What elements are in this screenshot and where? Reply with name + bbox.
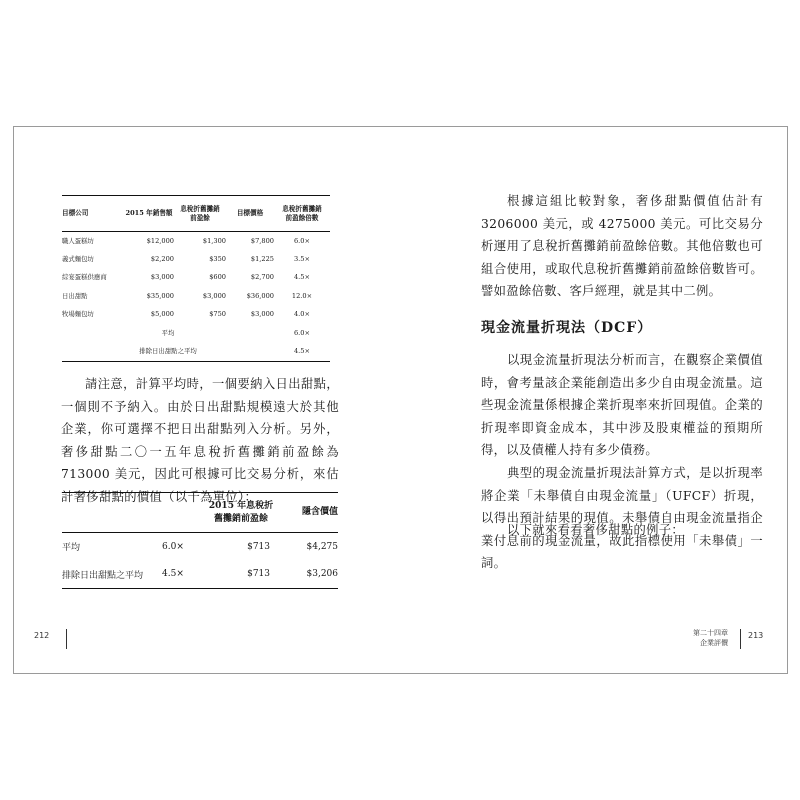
price-value: $36,000 [246,291,274,300]
ebitda-value: $713 [247,541,270,552]
footer-divider [740,629,741,649]
footer-divider [66,629,67,649]
ebitda-value: $600 [209,273,226,282]
table-row [62,561,338,589]
section-heading: 現金流量折現法（DCF） [481,320,653,336]
ebitda-value: $3,000 [202,291,226,300]
ebitda-value: $750 [209,310,226,319]
table-row [62,306,330,325]
ebitda-value: $350 [209,254,226,263]
sales-value: $3,000 [150,273,174,282]
ebitda-value: $1,300 [202,236,226,245]
company-name: 義式麵包坊 [62,254,94,263]
body-paragraph: 典型的現金流量折現法計算方式，是以折現率將企業「未舉債自由現金流量」（UFCF）折現，以得出預計結果的現值。未舉債自由現金流量指企業付息前的現金流量，故此指標使用「未舉債」一詞。 [481,466,763,570]
price-value: $2,700 [250,273,274,282]
table-row [62,287,330,306]
header-multiple: 息稅折舊攤銷前盈餘倍數 [274,196,330,232]
multiple-value: 6.0× [162,541,184,552]
table-header-row [62,196,330,232]
sales-value: $5,000 [150,310,174,319]
chapter-title: 企業評價 [700,638,728,647]
summary-row [62,343,330,362]
company-name: 牧場麵包坊 [62,310,94,319]
running-footer [693,629,728,648]
comparable-transactions-table [62,195,330,362]
header-blank [62,493,162,533]
table-row [62,232,330,251]
body-paragraph: 根據這組比較對象，奢侈甜點價值估計有 3206000 美元，或 4275000 美元。可比交易分析運用了息稅折舊攤銷前盈餘倍數。其他倍數也可組合使用，或取代息稅折舊攤銷前盈餘倍數皆可。譬如盈餘倍數、客戶經理，就是其中二例。 [481,194,763,298]
header-implied-value: 隱含價值 [280,493,338,533]
ebitda-value: $713 [202,561,280,589]
row-label: 排除日出甜點之平均 [62,561,162,589]
implied-value: $3,206 [280,561,338,589]
implied-value-table [62,492,338,589]
header-price: 目標價格 [226,196,274,232]
company-name: 職人蛋糕坊 [62,236,94,245]
table-row [62,250,330,269]
summary-multiple: 6.0× [293,328,310,337]
header-blank [162,493,202,533]
row-label: 平均 [62,543,81,554]
implied-value: $4,275 [306,541,338,552]
price-value: $3,000 [250,310,274,319]
left-page [14,127,401,673]
multiple-value: 4.5× [162,561,202,589]
page-number: 212 [34,631,50,640]
table-header-row [62,493,338,533]
multiple-value: 4.5× [293,273,310,282]
sales-value: $12,000 [146,236,174,245]
body-paragraph: 請注意，計算平均時，一個要納入日出甜點，一個則不予納入。由於日出甜點規模遠大於其他企業，你可選擇不把日出甜點列入分析。另外，奢侈甜點二〇一五年息稅折舊攤銷前盈餘為 713000 美元，因此可根據可比交易分析，來估計奢侈甜點的價值（以千為單位）： [61,377,339,504]
sales-value: $2,200 [150,254,174,263]
price-value: $7,800 [250,236,274,245]
table-row [62,269,330,288]
multiple-value: 3.5× [293,254,310,263]
company-name: 綜宴蛋糕供應商 [62,273,107,282]
right-page [401,127,789,673]
page-number: 213 [748,631,764,640]
company-name: 日出甜點 [62,291,88,300]
multiple-value: 4.0× [293,310,310,319]
header-ebitda: 息稅折舊攤銷前盈餘 [174,196,226,232]
multiple-value: 12.0× [291,291,313,300]
header-2015-ebitda: 2015 年息稅折舊攤銷前盈餘 [202,493,280,533]
summary-multiple: 4.5× [274,343,330,362]
price-value: $1,225 [250,254,274,263]
summary-row [62,324,330,343]
table-row [62,533,338,561]
body-paragraph: 以現金流量折現法分析而言，在觀察企業價值時，會考量該企業能創造出多少自由現金流量。這些現金流量係根據企業折現率來折回現值。企業的折現率即資金成本，其中涉及股東權益的預期所得，以及債權人持有多少債務。 [481,353,763,457]
summary-label: 排除日出甜點之平均 [62,343,274,362]
multiple-value: 6.0× [293,236,310,245]
chapter-number: 第二十四章 [693,629,728,637]
summary-label: 平均 [161,328,175,337]
header-target-company: 目標公司 [62,196,124,232]
header-sales: 2015 年銷售額 [124,196,174,232]
sales-value: $35,000 [146,291,174,300]
body-paragraph: 以下就來看看奢侈甜點的例子： [507,523,685,537]
book-spread [13,126,788,674]
